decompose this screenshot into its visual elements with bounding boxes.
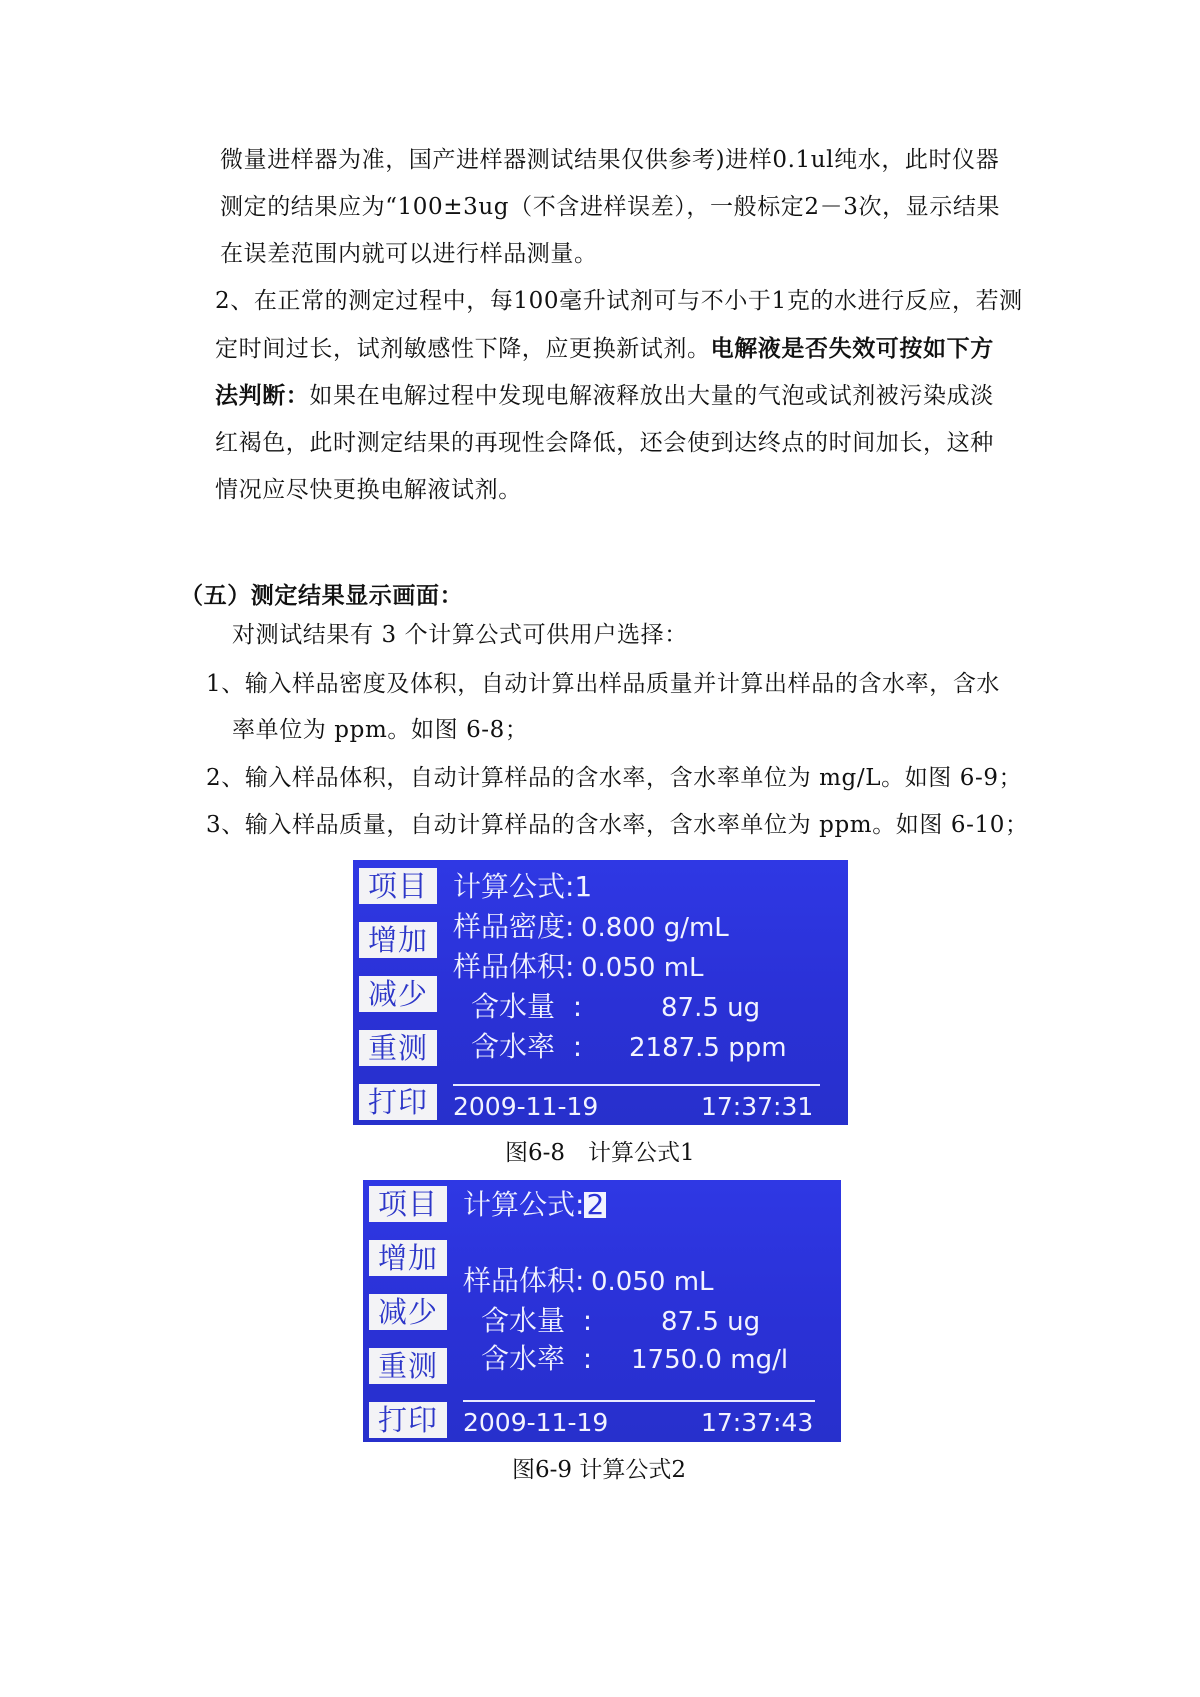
list-item: 2、输入样品体积，自动计算样品的含水率，含水率单位为 mg/L。如图 6-9； [206, 765, 1023, 791]
menu-button-project[interactable]: 项目 [359, 868, 437, 904]
list-item: 3、输入样品质量，自动计算样品的含水率，含水率单位为 ppm。如图 6-10； [206, 812, 1029, 838]
paragraph-bold-text: 电解液是否失效可按如下方 [710, 335, 994, 362]
date-readout: 2009-11-19 [453, 1092, 599, 1121]
menu-button-project[interactable]: 项目 [369, 1186, 447, 1222]
formula-label: 计算公式:1 [453, 870, 593, 903]
volume-label: 样品体积: [463, 1264, 585, 1297]
menu-button-decrease[interactable]: 减少 [369, 1294, 447, 1330]
volume-value: 0.050 mL [581, 953, 704, 983]
figure-caption: 图6-8 计算公式1 [505, 1140, 695, 1166]
menu-button-retest[interactable]: 重测 [359, 1030, 437, 1066]
menu-button-print[interactable]: 打印 [369, 1402, 447, 1438]
paragraph-text: 如果在电解过程中发现电解液释放出大量的气泡或试剂被污染成淡 [309, 383, 994, 409]
menu-button-print[interactable]: 打印 [359, 1084, 437, 1120]
list-item-continuation: 率单位为 ppm。如图 6-8； [232, 717, 529, 743]
menu-button-decrease[interactable]: 减少 [359, 976, 437, 1012]
figure-caption: 图6-9 计算公式2 [512, 1457, 686, 1483]
formula-label-text: 计算公式: [463, 1188, 585, 1221]
list-item: 1、输入样品密度及体积，自动计算出样品质量并计算出样品的含水率，含水 [206, 671, 1001, 697]
section-heading: （五）测定结果显示画面： [180, 582, 464, 609]
water-rate-value: 1750.0 mg/l [631, 1345, 789, 1375]
water-amount-value: 87.5 ug [661, 993, 761, 1023]
footer-divider [453, 1084, 820, 1086]
water-amount-value: 87.5 ug [661, 1307, 761, 1337]
volume-value: 0.050 mL [591, 1267, 714, 1297]
water-amount-label: 含水量 : [471, 990, 583, 1023]
paragraph-line [215, 334, 994, 364]
paragraph-bold-text: 法判断： [215, 382, 310, 409]
density-label: 样品密度: [453, 910, 575, 943]
paragraph-line: 微量进样器为准，国产进样器测试结果仅供参考)进样0.1ul纯水，此时仪器 [220, 147, 1000, 173]
date-readout: 2009-11-19 [463, 1408, 609, 1437]
section-intro: 对测试结果有 3 个计算公式可供用户选择： [232, 622, 688, 648]
menu-button-retest[interactable]: 重测 [369, 1348, 447, 1384]
paragraph-line: 在误差范围内就可以进行样品测量。 [220, 241, 598, 267]
time-readout: 17:37:43 [701, 1408, 814, 1437]
menu-button-add[interactable]: 增加 [359, 922, 437, 958]
formula-label [463, 1188, 606, 1222]
volume-label: 样品体积: [453, 950, 575, 983]
menu-button-add[interactable]: 增加 [369, 1240, 447, 1276]
density-value: 0.800 g/mL [581, 913, 729, 943]
lcd-screen-formula-2 [363, 1180, 841, 1442]
water-rate-label: 含水率 : [481, 1342, 593, 1375]
water-amount-label: 含水量 : [481, 1304, 593, 1337]
footer-divider [463, 1400, 815, 1402]
water-rate-label: 含水率 : [471, 1030, 583, 1063]
time-readout: 17:37:31 [701, 1092, 814, 1121]
paragraph-line [215, 381, 994, 411]
water-rate-value: 2187.5 ppm [629, 1033, 787, 1063]
formula-input-cursor[interactable]: 2 [586, 1188, 605, 1221]
paragraph-line: 测定的结果应为“100±3ug（不含进样误差），一般标定2－3次，显示结果 [220, 194, 1001, 220]
paragraph-text: 定时间过长，试剂敏感性下降，应更换新试剂。 [215, 336, 711, 362]
paragraph-line: 2、在正常的测定过程中，每100毫升试剂可与不小于1克的水进行反应，若测 [215, 288, 1023, 314]
paragraph-line: 红褐色，此时测定结果的再现性会降低，还会使到达终点的时间加长，这种 [215, 430, 994, 456]
paragraph-line: 情况应尽快更换电解液试剂。 [215, 477, 522, 503]
lcd-screen-formula-1 [353, 860, 848, 1125]
